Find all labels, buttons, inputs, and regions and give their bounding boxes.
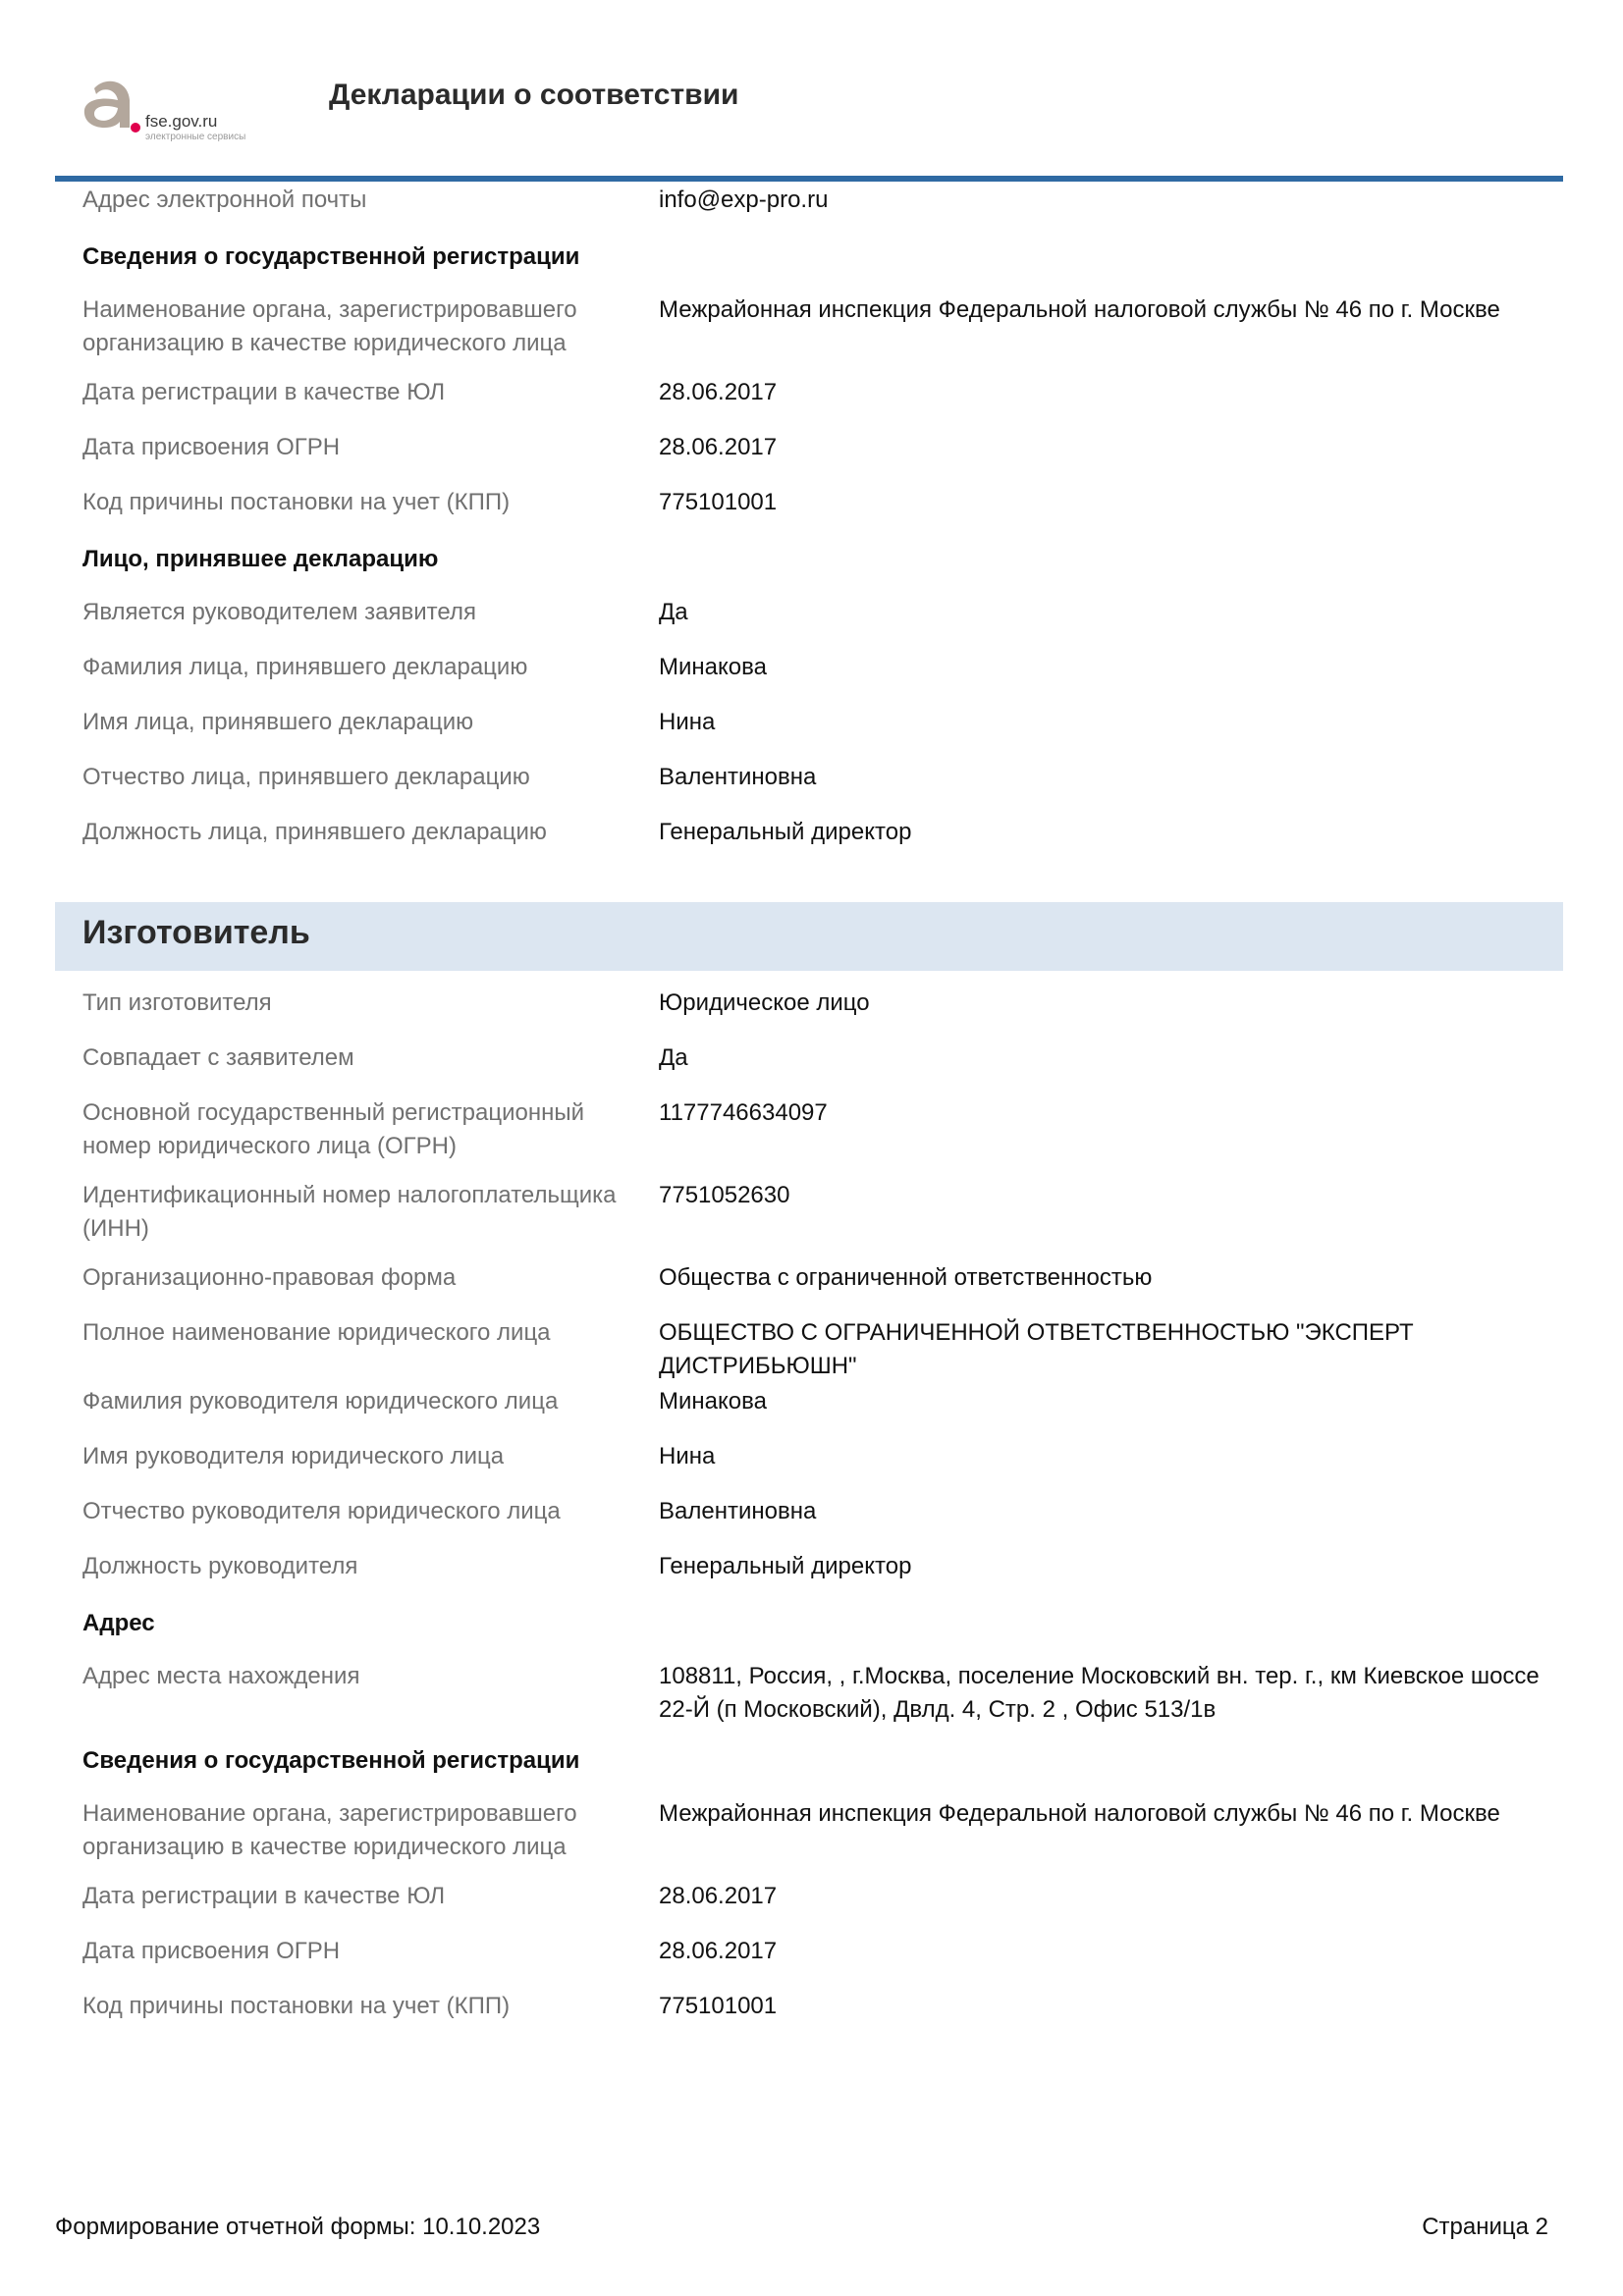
field-row: [55, 704, 1563, 759]
field-value: Минакова: [659, 1388, 767, 1415]
field-label: Адрес места нахождения: [82, 1663, 360, 1689]
field-label: Идентификационный номер налогоплательщика (ИНН): [82, 1182, 617, 1242]
fse-logo-icon: [77, 75, 141, 139]
field-label: Тип изготовителя: [82, 989, 272, 1016]
field-row: [55, 1040, 1563, 1095]
field-value: 7751052630: [659, 1182, 790, 1208]
field-value: 28.06.2017: [659, 379, 778, 405]
field-value: 28.06.2017: [659, 1883, 778, 1909]
field-row: [55, 374, 1563, 429]
field-row: [55, 1548, 1563, 1603]
field-label: Основной государственный регистрационный номер юридического лица (ОГРН): [82, 1099, 585, 1159]
fse-logo: [77, 75, 273, 143]
field-row: [55, 814, 1563, 869]
field-row: [55, 484, 1563, 539]
section-title-manufacturer: Изготовитель: [55, 902, 1563, 971]
field-label: Отчество руководителя юридического лица: [82, 1498, 561, 1524]
field-value: 775101001: [659, 1993, 778, 2019]
field-label: Наименование органа, зарегистрировавшего организацию в качестве юридического лица: [82, 296, 577, 356]
field-row: [55, 1988, 1563, 2043]
subheading-address: Адрес: [82, 1610, 155, 1636]
field-value: Да: [659, 599, 688, 625]
field-row: [55, 1933, 1563, 1988]
field-label: Совпадает с заявителем: [82, 1044, 354, 1071]
document-title: Декларации о соответствии: [329, 79, 739, 111]
field-row-email: [55, 182, 1563, 237]
logo-site-text: fse.gov.ru: [145, 112, 218, 131]
field-row: [55, 1314, 1563, 1383]
field-label: Отчество лица, принявшего декларацию: [82, 764, 530, 790]
field-label: Имя лица, принявшего декларацию: [82, 709, 474, 735]
field-row: [55, 594, 1563, 649]
field-label: Является руководителем заявителя: [82, 599, 476, 625]
field-row: [55, 1095, 1563, 1177]
field-label: Фамилия лица, принявшего декларацию: [82, 654, 528, 680]
field-value: 28.06.2017: [659, 1938, 778, 1964]
field-row: [55, 1383, 1563, 1438]
field-label: Дата присвоения ОГРН: [82, 434, 341, 460]
field-value: Генеральный директор: [659, 819, 912, 845]
page-number: Страница 2: [1422, 2214, 1548, 2240]
field-value: Генеральный директор: [659, 1553, 912, 1579]
field-row: [55, 649, 1563, 704]
field-value: Юридическое лицо: [659, 989, 870, 1016]
field-label: Организационно-правовая форма: [82, 1264, 457, 1291]
field-label: Дата присвоения ОГРН: [82, 1938, 341, 1964]
logo-subtitle: электронные сервисы: [145, 132, 246, 142]
field-value: Общества с ограниченной ответственностью: [659, 1264, 1153, 1291]
field-value: Нина: [659, 1443, 716, 1469]
field-row: [55, 1177, 1563, 1259]
field-label: Имя руководителя юридического лица: [82, 1443, 505, 1469]
field-value: info@exp-pro.ru: [659, 187, 829, 213]
field-row: [55, 1259, 1563, 1314]
report-generated-date: Формирование отчетной формы: 10.10.2023: [55, 2214, 541, 2240]
field-label: Должность лица, принявшего декларацию: [82, 819, 547, 845]
field-value: Нина: [659, 709, 716, 735]
field-label: Полное наименование юридического лица: [82, 1319, 551, 1346]
field-row: [55, 1795, 1563, 1878]
field-value: 108811, Россия, , г.Москва, поселение Московский вн. тер. г., км Киевское шоссе 22-Й (п Московский), Двлд. 4, Стр. 2 , Офис 513/1в: [659, 1663, 1540, 1723]
field-value: 1177746634097: [659, 1099, 828, 1126]
field-value: 28.06.2017: [659, 434, 778, 460]
subheading-declarant: Лицо, принявшее декларацию: [82, 546, 439, 572]
field-value: Минакова: [659, 654, 767, 680]
field-row: [55, 1878, 1563, 1933]
field-row: [55, 1493, 1563, 1548]
field-value: Да: [659, 1044, 688, 1071]
field-row-address: [55, 1658, 1563, 1740]
field-label: Код причины постановки на учет (КПП): [82, 489, 511, 515]
field-row: [55, 1438, 1563, 1493]
field-value: Валентиновна: [659, 1498, 817, 1524]
field-value: Межрайонная инспекция Федеральной налоговой службы № 46 по г. Москве: [659, 1800, 1500, 1827]
field-label: Фамилия руководителя юридического лица: [82, 1388, 559, 1415]
field-label: Наименование органа, зарегистрировавшего организацию в качестве юридического лица: [82, 1800, 577, 1860]
field-label: Код причины постановки на учет (КПП): [82, 1993, 511, 2019]
field-value: 775101001: [659, 489, 778, 515]
field-row: [55, 429, 1563, 484]
field-label: Адрес электронной почты: [82, 187, 367, 213]
field-value: Валентиновна: [659, 764, 817, 790]
document-body: [55, 182, 1563, 2043]
field-row: [55, 759, 1563, 814]
subheading-registration: Сведения о государственной регистрации: [82, 243, 580, 270]
subheading-registration: Сведения о государственной регистрации: [82, 1747, 580, 1774]
field-row: [55, 985, 1563, 1040]
field-label: Дата регистрации в качестве ЮЛ: [82, 1883, 446, 1909]
field-value: Межрайонная инспекция Федеральной налоговой службы № 46 по г. Москве: [659, 296, 1500, 323]
field-label: Дата регистрации в качестве ЮЛ: [82, 379, 446, 405]
field-label: Должность руководителя: [82, 1553, 358, 1579]
field-value: ОБЩЕСТВО С ОГРАНИЧЕННОЙ ОТВЕТСТВЕННОСТЬЮ "ЭКСПЕРТ ДИСТРИБЬЮШН": [659, 1319, 1414, 1379]
page-header: [0, 0, 1623, 177]
field-row: [55, 292, 1563, 374]
